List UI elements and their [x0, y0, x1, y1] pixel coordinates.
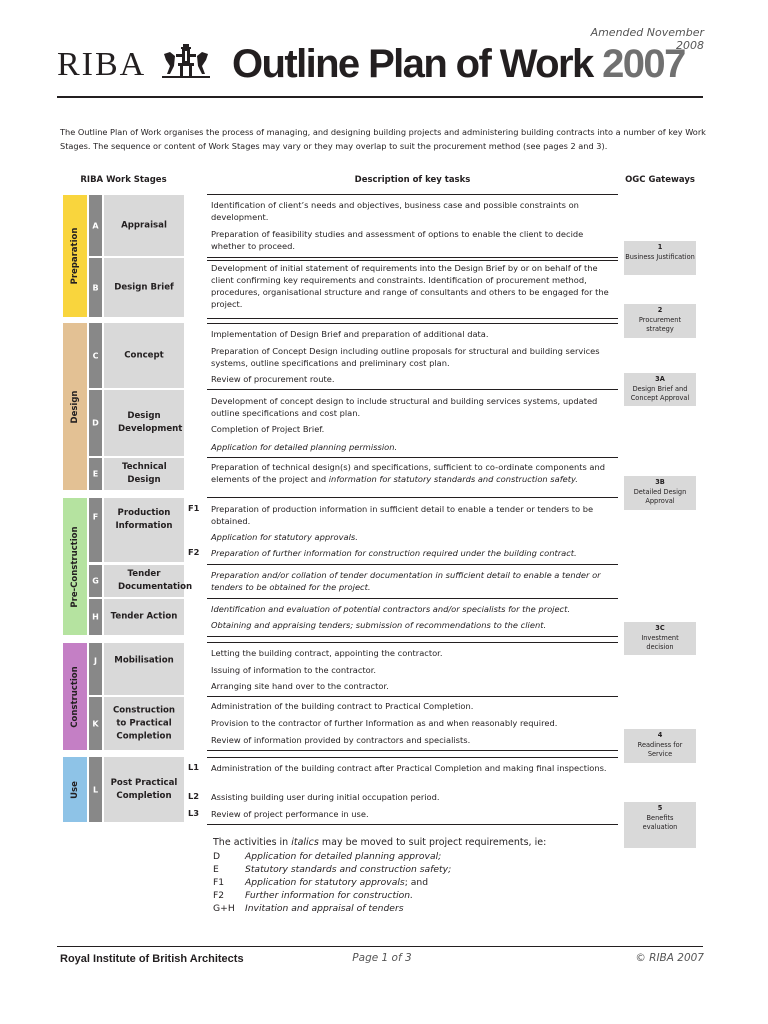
task-a-2: Preparation of feasibility studies and assessment of options to enable the client to decide whether to proceed. — [211, 229, 584, 251]
task-k-1: Administration of the building contract to Practical Completion. — [211, 701, 474, 711]
stage-name-l: Post Practical Completion — [104, 757, 184, 822]
stage-name-k: Construction to Practical Completion — [104, 697, 184, 750]
task-c-2: Preparation of Concept Design including outline proposals for structural and building services systems, outline specifications and preliminary cost plan. — [211, 346, 600, 368]
task-e-1: Preparation of technical design(s) and specifications, sufficient to co-ordinate components and elements of the project and information for statutory standards and construction safety. — [211, 462, 606, 484]
ogc-gateway-1: 1 Business Justification — [624, 241, 696, 275]
subcode-l3: L3 — [188, 808, 200, 818]
row-divider — [207, 636, 618, 637]
italics-note-heading: The activities in italics may be moved to suit project requirements, ie: — [213, 837, 547, 848]
row-divider — [207, 642, 618, 643]
group-label-use: Use — [70, 780, 80, 799]
note-text: Application for statutory approvals; and — [245, 877, 429, 888]
task-h-2: Obtaining and appraising tenders; submission of recommendations to the client. — [211, 620, 547, 630]
task-d-1: Development of concept design to include structural and building services systems, updated outline specifications and cost plan. — [211, 396, 598, 418]
ogc-gateway-5: 5 Benefits evaluation — [624, 802, 696, 848]
column-header-description: Description of key tasks — [354, 175, 471, 185]
row-divider — [207, 457, 618, 458]
stage-letter-c: C — [89, 323, 102, 388]
group-label-construction: Construction — [70, 665, 80, 728]
ogc-gateway-3a: 3A Design Brief and Concept Approval — [624, 373, 696, 406]
task-c-3: Review of procurement route. — [211, 374, 335, 384]
ogc-gateway-3c: 3C Investment decision — [624, 622, 696, 655]
task-k-3: Review of information provided by contractors and specialists. — [211, 735, 471, 745]
task-k-2: Provision to the contractor of further Information as and when reasonably required. — [211, 718, 558, 728]
note-code: E — [213, 864, 219, 875]
note-code: D — [213, 851, 221, 862]
title-main: Outline Plan of Work — [232, 42, 593, 86]
stage-name-g: Tender Documentation — [104, 565, 184, 597]
row-divider — [207, 323, 618, 324]
task-d-2: Completion of Project Brief. — [211, 424, 325, 434]
row-divider — [207, 696, 618, 697]
task-b-1: Development of initial statement of requirements into the Design Brief by or on behalf of the client confirming key requirements and constraints. Identification of procurement method, procedures, organisational structure and range of consultants and others to be engaged for the project. — [211, 263, 609, 309]
row-divider — [207, 598, 618, 599]
task-g-1: Preparation and/or collation of tender documentation in sufficient detail to enable a tender or tenders to be obtained for the project. — [211, 570, 601, 592]
stage-name-e: Technical Design — [104, 458, 184, 490]
group-label-design: Design — [70, 390, 80, 423]
stage-letter-l: L — [89, 757, 102, 822]
footer-divider — [57, 946, 703, 947]
riba-logo: RIBA — [57, 46, 147, 83]
subcode-f2: F2 — [188, 547, 200, 557]
stage-name-d: Design Development — [104, 390, 184, 456]
row-divider — [207, 750, 618, 751]
task-j-2: Issuing of information to the contractor. — [211, 665, 377, 675]
stage-name-j: Mobilisation — [104, 643, 184, 695]
stage-letter-g: G — [89, 565, 102, 597]
note-text: Application for detailed planning approval; — [245, 851, 442, 862]
column-header-gateways: OGC Gateways — [625, 175, 695, 185]
task-j-3: Arranging site hand over to the contractor. — [211, 681, 389, 691]
row-divider — [207, 257, 618, 258]
subcode-l1: L1 — [188, 762, 200, 772]
row-divider — [207, 757, 618, 758]
stage-name-a: Appraisal — [104, 195, 184, 256]
stage-name-h: Tender Action — [104, 599, 184, 635]
stage-name-b: Design Brief — [104, 258, 184, 317]
task-f-1: Preparation of production information in sufficient detail to enable a tender or tenders to be obtained. — [211, 504, 594, 526]
stage-letter-h: H — [89, 599, 102, 635]
task-l-2: Assisting building user during initial occupation period. — [211, 792, 440, 802]
task-h-1: Identification and evaluation of potential contractors and/or specialists for the project. — [211, 604, 571, 614]
stage-letter-d: D — [89, 390, 102, 456]
header-divider — [57, 96, 703, 98]
note-code: F1 — [213, 877, 225, 888]
task-f-1b: Application for statutory approvals. — [211, 532, 358, 542]
ogc-gateway-2: 2 Procurement strategy — [624, 304, 696, 338]
stage-letter-f: F — [89, 498, 102, 562]
note-text: Further information for construction. — [245, 890, 414, 901]
stage-letter-b: B — [89, 258, 102, 317]
note-text: Statutory standards and construction safety; — [245, 864, 452, 875]
footer-organisation: Royal Institute of British Architects — [60, 953, 244, 965]
task-d-3: Application for detailed planning permission. — [211, 442, 398, 452]
row-divider — [207, 318, 618, 319]
task-l-1: Administration of the building contract after Practical Completion and making final inspections. — [211, 763, 607, 773]
group-label-pre-construction: Pre-Construction — [70, 525, 80, 608]
task-a-1: Identification of client’s needs and objectives, business case and possible constraints on development. — [211, 200, 579, 222]
stage-name-f: Production Information — [104, 498, 184, 562]
row-divider — [207, 497, 618, 498]
stage-letter-k: K — [89, 697, 102, 750]
page-title — [232, 40, 685, 88]
copyright: © RIBA 2007 — [635, 952, 704, 964]
note-text: Invitation and appraisal of tenders — [245, 903, 404, 914]
subcode-f1: F1 — [188, 503, 200, 513]
amended-date: Amended November 2008 — [590, 26, 704, 52]
stage-letter-a: A — [89, 195, 102, 256]
note-code: F2 — [213, 890, 225, 901]
ogc-gateway-4: 4 Readiness for Service — [624, 729, 696, 763]
task-c-1: Implementation of Design Brief and preparation of additional data. — [211, 329, 489, 339]
intro-paragraph: The Outline Plan of Work organises the process of managing, and designing building projects and administering building contracts into a number of key Work Stages. The sequence or content of Work Stages may vary or they may overlap to suit the procurement method (see pages 2 and 3). — [60, 127, 706, 151]
row-divider — [207, 194, 618, 195]
note-code: G+H — [213, 903, 235, 914]
riba-crest-icon — [162, 44, 210, 80]
stage-letter-e: E — [89, 458, 102, 490]
group-label-preparation: Preparation — [70, 227, 80, 285]
subcode-l2: L2 — [188, 791, 200, 801]
row-divider — [207, 389, 618, 390]
page-number: Page 1 of 3 — [352, 952, 412, 964]
stage-letter-j: J — [89, 643, 102, 695]
stage-name-c: Concept — [104, 323, 184, 388]
ogc-gateway-3b: 3B Detailed Design Approval — [624, 476, 696, 510]
task-j-1: Letting the building contract, appointing the contractor. — [211, 648, 443, 658]
task-l-3: Review of project performance in use. — [211, 809, 369, 819]
column-header-stages: RIBA Work Stages — [80, 175, 167, 185]
row-divider — [207, 564, 618, 565]
task-f-2: Preparation of further information for construction required under the building contract. — [211, 548, 577, 558]
title-year: 2007 — [602, 42, 685, 86]
row-divider — [207, 824, 618, 825]
row-divider — [207, 260, 618, 261]
